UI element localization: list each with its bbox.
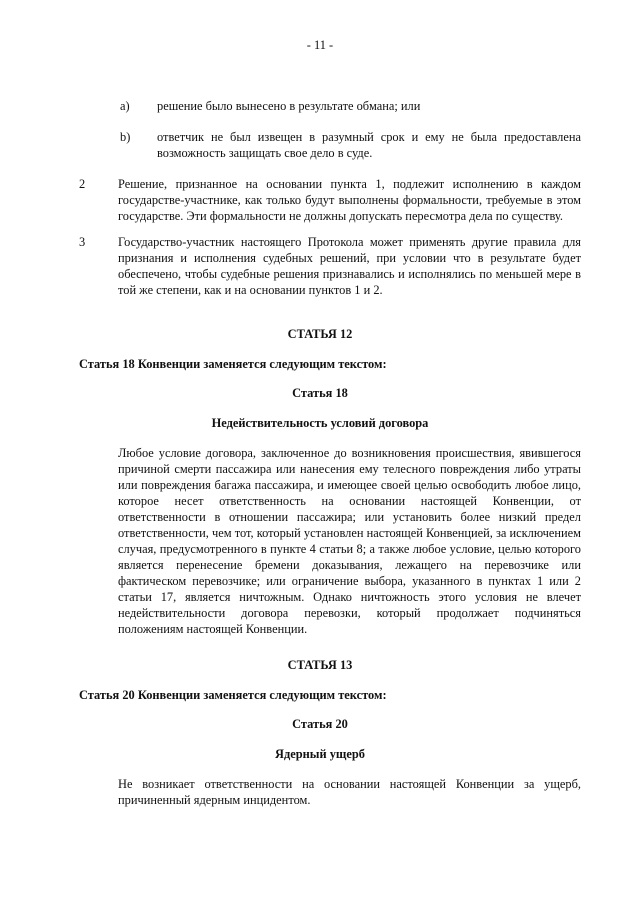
paragraph-text: Государство-участник настоящего Протокола может применять другие правила для признания и исполнения судебных решений, при условии что в результате будет обеспечено, чтобы судебные решения признавались и исполнялись по меньшей мере в той же степени, как и на основании пунктов 1 и 2.: [118, 235, 581, 297]
list-item-label: a): [120, 99, 130, 113]
article-12-body: Любое условие договора, заключенное до возникновения происшествия, явившегося причиной смерти пассажира или нанесения ему телесного повреждения либо утраты или повреждения багажа пассажира, и имеющее своей целью освободить любое лицо, которое несет ответственность на основании настоящей Конвенции, от ответственности в отношении пассажира; или установить более низкий предел ответственности, чем тот, который установлен настоящей Конвенцией, за исключением случая, предусмотренного в пункте 4 статьи 8; а также любое условие, целью которого является перенесение бремени доказывания, лежащего на перевозчике или фактическом перевозчике; или ограничение выбора, указанного в пунктах 1 или 2 статьи 17, является ничтожным. Однако ничтожность этого условия не влечет недействительности договора перевозки, который продолжает подчиняться положениям настоящей Конвенции.: [118, 446, 581, 636]
article-13-heading: СТАТЬЯ 13: [287, 658, 353, 672]
paragraph-number: 3: [79, 235, 86, 249]
article-12-heading: СТАТЬЯ 12: [287, 327, 353, 341]
list-item-label: b): [120, 130, 131, 144]
article-13-title: Ядерный ущерб: [275, 747, 365, 761]
article-13-body: Не возникает ответственности на основании настоящей Конвенции за ущерб, причиненный ядерным инцидентом.: [118, 777, 581, 807]
article-12-intro: Статья 18 Конвенции заменяется следующим текстом:: [79, 357, 387, 371]
article-12-sub-heading: Статья 18: [292, 386, 348, 400]
list-item-text: ответчик не был извещен в разумный срок и ему не была предоставлена возможность защищать свое дело в суде.: [157, 130, 581, 160]
list-item-text: решение было вынесено в результате обмана; или: [157, 99, 421, 113]
paragraph-number: 2: [79, 177, 86, 191]
article-13-sub-heading: Статья 20: [292, 717, 348, 731]
page-number: - 11 -: [306, 38, 334, 52]
article-12-title: Недействительность условий договора: [211, 416, 429, 430]
article-13-intro: Статья 20 Конвенции заменяется следующим текстом:: [79, 688, 387, 702]
paragraph-text: Решение, признанное на основании пункта 1, подлежит исполнению в каждом государстве-участнике, как только будут выполнены формальности, требуемые в этом государстве. Эти формальности не должны допускать пересмотра дела по существу.: [118, 177, 581, 223]
